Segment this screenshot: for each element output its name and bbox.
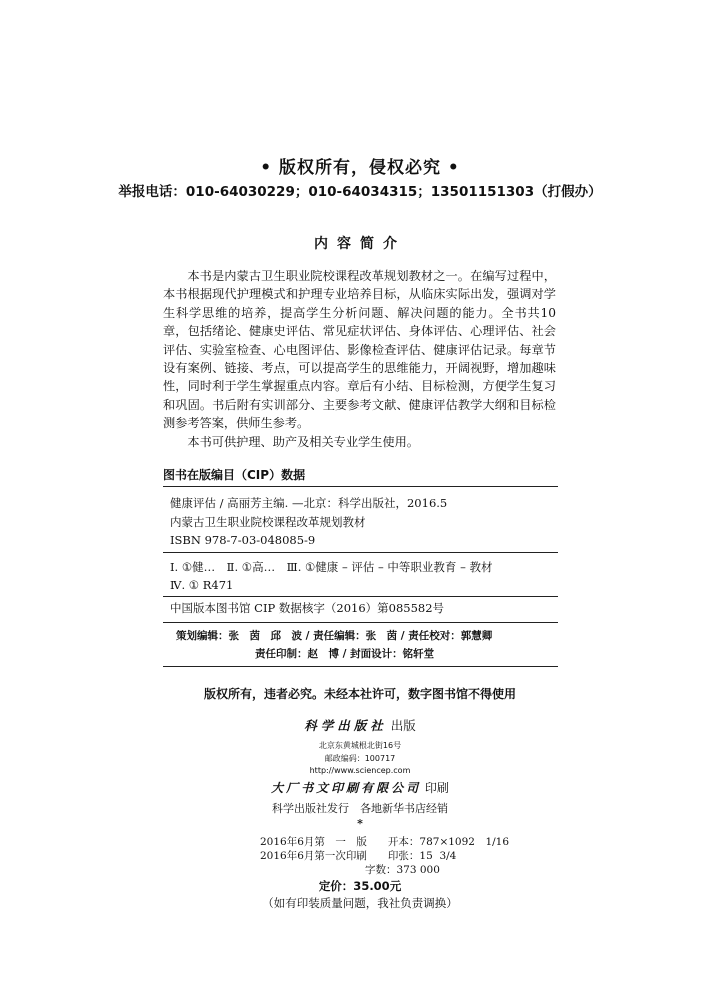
cip-record-number: 中国版本图书馆 CIP 数据核字（2016）第085582号 bbox=[170, 601, 445, 615]
price: 定价：35.00元 bbox=[318, 879, 402, 893]
publisher-website: http://www.sciencep.com bbox=[309, 766, 411, 775]
printer-role: 印刷 bbox=[424, 781, 449, 795]
edition-info bbox=[260, 835, 509, 877]
summary-body bbox=[163, 267, 556, 451]
summary-paragraph: 本书可供护理、助产及相关专业学生使用。 bbox=[187, 434, 419, 449]
classification-line: Ⅳ. ① R471 bbox=[170, 578, 234, 592]
quality-note: （如有印装质量问题，我社负责调换） bbox=[262, 896, 458, 910]
cip-classification bbox=[170, 558, 560, 594]
cip-heading: 图书在版编目（CIP）数据 bbox=[163, 468, 306, 482]
publisher-logo-text: 科学出版社 bbox=[304, 718, 387, 733]
printer-logo-text: 大厂书文印刷有限公司 bbox=[271, 781, 422, 795]
distribution-line: 科学出版社发行 各地新华书店经销 bbox=[272, 802, 448, 815]
divider bbox=[163, 666, 558, 667]
cip-line-isbn: ISBN 978-7-03-048085-9 bbox=[170, 533, 316, 547]
divider bbox=[163, 486, 558, 487]
cip-record bbox=[170, 494, 560, 550]
edition-line: 2016年6月第一次印刷 印张：15 3/4 bbox=[260, 850, 457, 862]
rights-notice: 版权所有，违者必究。未经本社许可，数字图书馆不得使用 bbox=[203, 687, 516, 701]
publisher-line bbox=[0, 716, 720, 734]
editors-line: 责任印制：赵 博 / 封面设计：铭轩堂 bbox=[255, 648, 435, 660]
report-phone-line: 举报电话：010-64030229；010-64034315；13501151303（打假办） bbox=[118, 184, 602, 200]
divider bbox=[163, 552, 558, 553]
summary-paragraph: 本书是内蒙古卫生职业院校课程改革规划教材之一。在编写过程中，本书根据现代护理模式和护理专业培养目标，从临床实际出发，强调对学生科学思维的培养，提高学生分析问题、解决问题的能力。全书共10章，包括绪论、健康史评估、常见症状评估、身体评估、心理评估、社会评估、实验室检查、心电图评估、影像检查评估、健康评估记录。每章节设有案例、链接、考点，可以提高学生的思维能力，开阔视野，增加趣味性，同时利于学生掌握重点内容。章后有小结、目标检测，方便学生复习和巩固。书后附有实训部分、主要参考文献、健康评估教学大纲和目标检测参考答案，供师生参考。 bbox=[163, 269, 556, 431]
divider bbox=[163, 622, 558, 623]
summary-heading: 内容简介 bbox=[314, 236, 406, 252]
edition-line: 2016年6月第 一 版 开本：787×1092 1/16 bbox=[260, 836, 510, 848]
cip-line-series: 内蒙古卫生职业院校课程改革规划教材 bbox=[170, 514, 366, 529]
publisher-address: 北京东黄城根北街16号 bbox=[318, 741, 402, 750]
cip-line-title: 健康评估 / 高丽芳主编. —北京：科学出版社，2016.5 bbox=[170, 496, 448, 510]
edition-line: 字数：373 000 bbox=[260, 864, 440, 876]
publisher-postcode: 邮政编码：100717 bbox=[324, 754, 396, 763]
separator-star: * bbox=[357, 817, 363, 830]
publisher-role: 出版 bbox=[390, 718, 416, 733]
divider bbox=[163, 596, 558, 597]
editors-line: 策划编辑：张 茵 邱 波 / 责任编辑：张 茵 / 责任校对：郭慧卿 bbox=[176, 630, 493, 642]
classification-line: Ⅰ. ①健… Ⅱ. ①高… Ⅲ. ①健康 – 评估 – 中等职业教育 – 教材 bbox=[170, 560, 493, 574]
printer-line bbox=[0, 779, 720, 796]
copyright-title: • 版权所有，侵权必究 • bbox=[260, 158, 460, 178]
